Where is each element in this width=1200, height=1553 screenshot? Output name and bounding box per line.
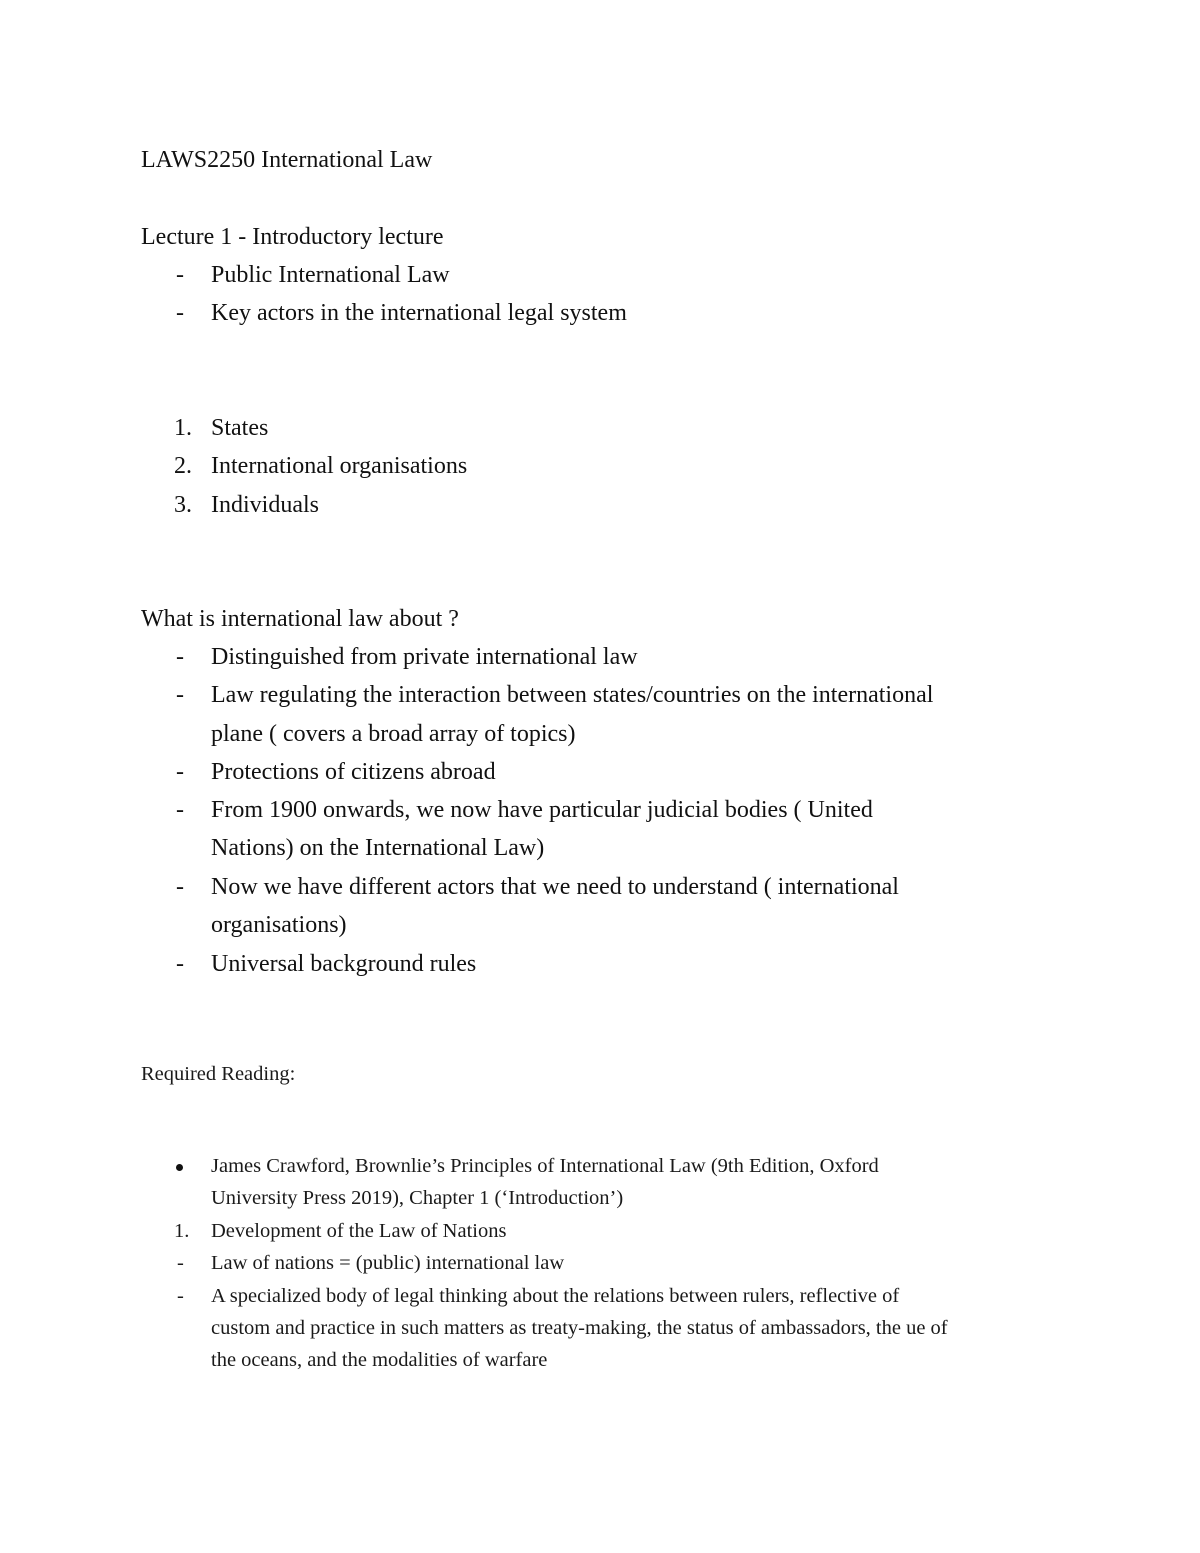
list-item-text: Protections of citizens abroad: [211, 759, 496, 785]
list-item-text: Public International Law: [211, 262, 450, 288]
list-item-text: organisations): [211, 912, 347, 938]
citation-text: University Press 2019), Chapter 1 (‘Introduction’): [211, 1187, 624, 1209]
list-item-text: custom and practice in such matters as treaty-making, the status of ambassadors, the ue of: [211, 1317, 948, 1339]
dash-marker: -: [176, 759, 184, 785]
list-item-text: Distinguished from private international law: [211, 644, 638, 670]
dash-marker: -: [176, 262, 184, 288]
list-item-text: Law of nations = (public) international law: [211, 1252, 565, 1274]
list-item-text: States: [211, 415, 269, 441]
list-number: 1.: [174, 415, 192, 441]
dash-marker: -: [176, 797, 184, 823]
list-item-text: the oceans, and the modalities of warfare: [211, 1349, 548, 1371]
bullet-icon: [176, 1164, 183, 1171]
dash-marker: -: [176, 874, 184, 900]
question-heading: What is international law about ?: [141, 606, 459, 632]
document-title: LAWS2250 International Law: [141, 147, 433, 173]
list-item-text: Nations) on the International Law): [211, 835, 545, 861]
dash-marker: -: [176, 300, 184, 326]
list-item-text: Universal background rules: [211, 951, 477, 977]
dash-marker: -: [176, 682, 184, 708]
reading-heading: Required Reading:: [141, 1063, 296, 1085]
list-number: 2.: [174, 453, 192, 479]
section-title: Development of the Law of Nations: [211, 1220, 507, 1242]
dash-marker: -: [177, 1252, 184, 1274]
list-item-text: Key actors in the international legal system: [211, 300, 627, 326]
list-item-text: Now we have different actors that we need to understand ( international: [211, 874, 899, 900]
dash-marker: -: [176, 644, 184, 670]
list-item-text: International organisations: [211, 453, 468, 479]
list-item-text: plane ( covers a broad array of topics): [211, 721, 576, 747]
list-number: 3.: [174, 492, 192, 518]
dash-marker: -: [177, 1285, 184, 1307]
citation-text: James Crawford, Brownlie’s Principles of International Law (9th Edition, Oxford: [211, 1155, 879, 1177]
list-item-text: Law regulating the interaction between states/countries on the international: [211, 682, 934, 708]
list-item-text: Individuals: [211, 492, 319, 518]
dash-marker: -: [176, 951, 184, 977]
lecture-heading: Lecture 1 - Introductory lecture: [141, 224, 444, 250]
list-item-text: From 1900 onwards, we now have particular judicial bodies ( United: [211, 797, 873, 823]
list-number: 1.: [174, 1220, 190, 1242]
list-item-text: A specialized body of legal thinking about the relations between rulers, reflective of: [211, 1285, 900, 1307]
